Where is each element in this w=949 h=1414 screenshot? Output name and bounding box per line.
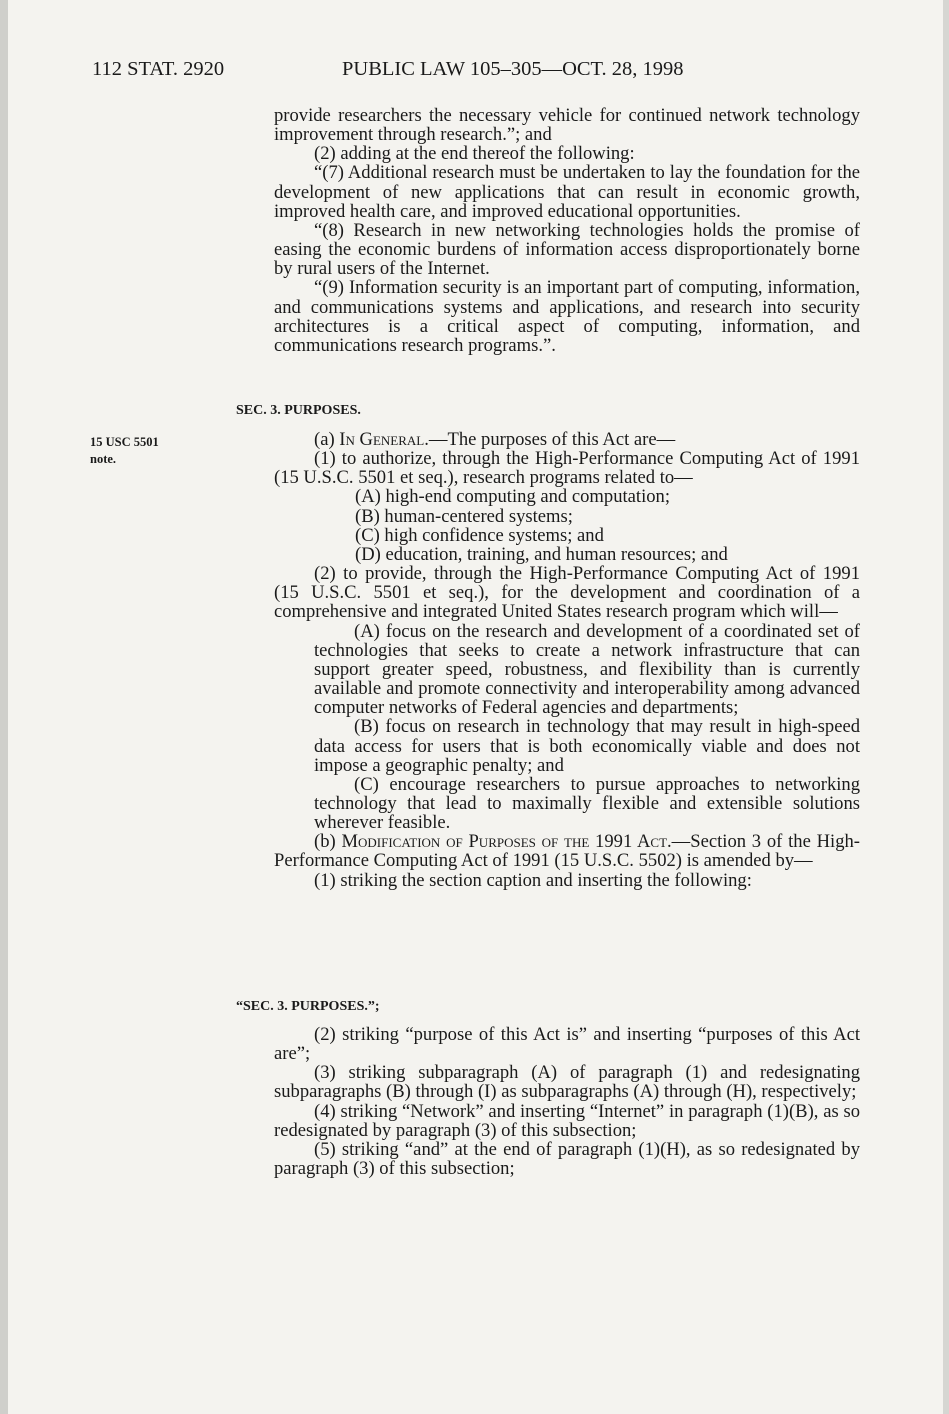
paragraph: (3) striking subparagraph (A) of paragraph (1) and redesignating subparagraphs (B) through (I) as subparagraphs (A) through (H), respectively; <box>274 1062 860 1103</box>
subparagraph: (A) focus on the research and development of a coordinated set of technologies that seeks to create a network infrastructure that can support greater speed, robustness, and flexibility than is currently available and promote connectivity and interoperability among advanced computer networks of Federal agencies and departments; <box>314 620 860 719</box>
page-header <box>92 58 872 88</box>
paragraph: “(8) Research in new networking technologies holds the promise of easing the economic burdens of information access disproportionately borne by rural users of the Internet. <box>274 219 860 280</box>
margin-note-label: note. <box>90 452 117 466</box>
body-part-amendments <box>274 1025 860 1178</box>
paragraph: (1) to authorize, through the High-Performance Computing Act of 1991 (15 U.S.C. 5501 et seq.), research programs related to— <box>274 448 860 489</box>
subparagraph: (C) high confidence systems; and <box>355 524 604 546</box>
paragraph: (5) striking “and” at the end of paragraph (1)(H), as so redesignated by paragraph (3) of this subsection; <box>274 1138 860 1180</box>
paragraph: provide researchers the necessary vehicle for continued network technology improvement through research.”; and <box>274 105 860 146</box>
paragraph: (2) to provide, through the High-Performance Computing Act of 1991 (15 U.S.C. 5501 et seq.), for the development and coordination of a comprehensive and integrated United States research program which will— <box>274 563 860 623</box>
subparagraph: (B) human-centered systems; <box>355 505 573 527</box>
body-part-purposes <box>274 430 860 890</box>
paragraph: “(9) Information security is an important part of computing, information, and communications systems and applications, and research into security architectures is a critical aspect of computing, information, and communications research programs.”. <box>274 277 860 356</box>
subsection-a-label: (a) <box>314 429 335 450</box>
margin-note <box>90 434 159 468</box>
subsection-a-heading: In General <box>339 429 425 450</box>
paragraph: “(7) Additional research must be undertaken to lay the foundation for the development of new applications that can result in economic growth, improved health care, and improved educational opportunities. <box>274 162 860 222</box>
body-part-findings <box>274 106 860 355</box>
page-edge-right <box>943 0 949 1414</box>
paragraph: (2) striking “purpose of this Act is” and inserting “purposes of this Act are”; <box>274 1024 860 1065</box>
subparagraph: (A) high-end computing and computation; <box>355 486 670 508</box>
subsection-b-label: (b) <box>314 831 336 853</box>
subsection-b-text: .—Section 3 of the High-Performance Computing Act of 1991 (15 U.S.C. 5502) is amended by— <box>274 831 860 872</box>
margin-note-citation: 15 USC 5501 <box>90 435 159 449</box>
subsection-b <box>274 832 860 870</box>
subsection-a <box>274 430 860 449</box>
section-heading-purposes: SEC. 3. PURPOSES. <box>236 403 361 418</box>
subparagraph: (D) education, training, and human resources; and <box>355 543 728 565</box>
subsection-a-text: .—The purposes of this Act are— <box>424 429 676 450</box>
page-edge-left <box>0 0 8 1414</box>
paragraph: (2) adding at the end thereof the following: <box>314 143 635 165</box>
paragraph: (4) striking “Network” and inserting “Internet” in paragraph (1)(B), as so redesignated by paragraph (3) of this subsection; <box>274 1100 860 1141</box>
stat-page-number: 112 STAT. 2920 <box>92 58 225 80</box>
public-law-title: PUBLIC LAW 105–305—OCT. 28, 1998 <box>342 58 684 80</box>
subparagraph: (C) encourage researchers to pursue approaches to networking technology that lead to maximally flexible and extensible solutions wherever feasible. <box>314 773 860 834</box>
quoted-section-heading: “SEC. 3. PURPOSES.”; <box>236 999 380 1014</box>
paragraph: (1) striking the section caption and inserting the following: <box>314 869 752 891</box>
subsection-b-heading: Modification of Purposes of the 1991 Act <box>341 831 668 853</box>
subparagraph: (B) focus on research in technology that may result in high-speed data access for users that is both economically viable and does not impose a geographic penalty; and <box>314 716 860 776</box>
